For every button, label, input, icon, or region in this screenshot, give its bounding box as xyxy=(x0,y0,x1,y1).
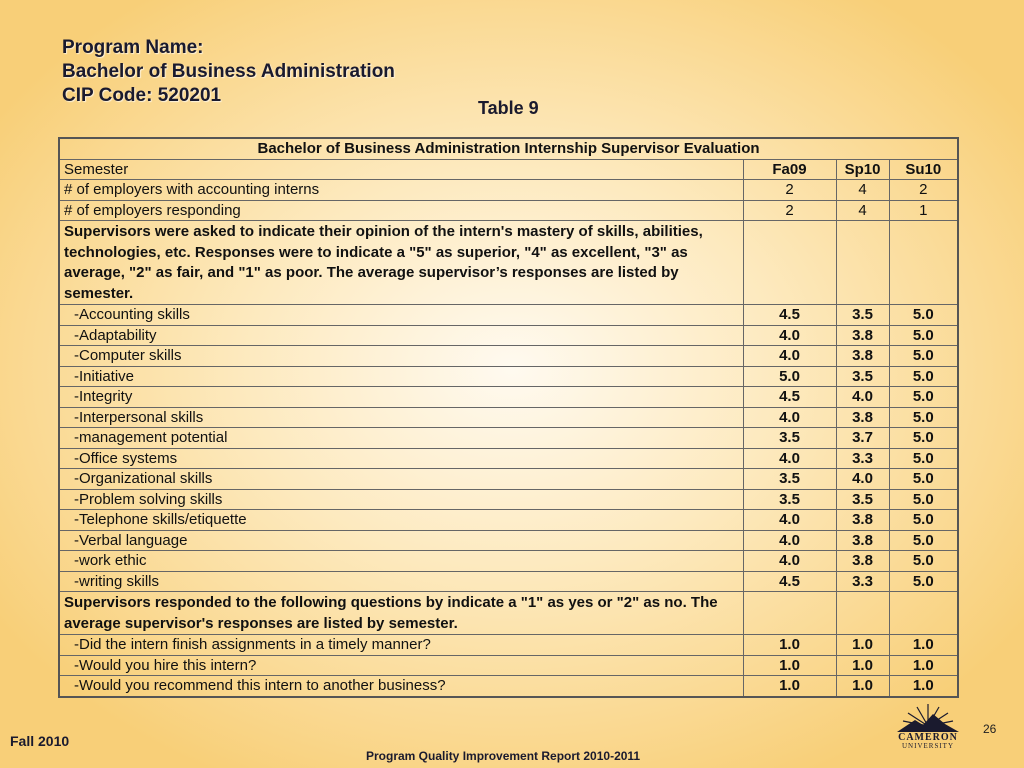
cell-value: 5.0 xyxy=(889,366,958,387)
cell-value: 1.0 xyxy=(836,655,889,676)
cell-value: 1.0 xyxy=(743,635,836,656)
row-label: -Organizational skills xyxy=(59,469,743,490)
table-row xyxy=(59,305,958,326)
cell-value: 1 xyxy=(889,200,958,221)
table-row xyxy=(59,635,958,656)
row-label: -Telephone skills/etiquette xyxy=(59,510,743,531)
cell-value: 4.0 xyxy=(836,469,889,490)
cell-value: 1.0 xyxy=(743,655,836,676)
row-label: -Adaptability xyxy=(59,325,743,346)
row-label: -Did the intern finish assignments in a timely manner? xyxy=(59,635,743,656)
cell-value: 4.0 xyxy=(743,448,836,469)
semester-label: Semester xyxy=(59,159,743,180)
cell-value: 5.0 xyxy=(889,325,958,346)
cell-value: 4 xyxy=(836,180,889,201)
row-label: # of employers responding xyxy=(59,200,743,221)
table-row xyxy=(59,448,958,469)
row-label: -work ethic xyxy=(59,551,743,572)
cell-value: 5.0 xyxy=(889,510,958,531)
cell-value: 5.0 xyxy=(889,489,958,510)
section1-instructions: Supervisors were asked to indicate their opinion of the intern's mastery of skills, abilities, technologies, etc. Responses were to indicate a "5" as superior, "4" as excellent, "3" as average, "2" as fair, and "1" as poor. The average supervisor’s responses are listed by semester. xyxy=(59,221,743,305)
table-row xyxy=(59,469,958,490)
cell-value: 3.8 xyxy=(836,407,889,428)
table-caption: Bachelor of Business Administration Internship Supervisor Evaluation xyxy=(59,138,958,159)
cell-value: 4.0 xyxy=(743,551,836,572)
row-label: -Office systems xyxy=(59,448,743,469)
table-row xyxy=(59,180,958,201)
empty-cell xyxy=(743,592,836,635)
row-label: -Would you hire this intern? xyxy=(59,655,743,676)
table-row xyxy=(59,407,958,428)
logo-subtitle: UNIVERSITY xyxy=(902,742,954,750)
table-row xyxy=(59,551,958,572)
footer-report-title: Program Quality Improvement Report 2010-2011 xyxy=(366,749,641,763)
program-label: Program Name: xyxy=(62,37,204,58)
cell-value: 3.3 xyxy=(836,448,889,469)
section2-instructions: Supervisors responded to the following questions by indicate a "1" as yes or "2" as no. The average supervisor's responses are listed by semester. xyxy=(59,592,743,635)
table-row xyxy=(59,489,958,510)
cell-value: 4.0 xyxy=(836,387,889,408)
table-row xyxy=(59,346,958,367)
cell-value: 3.8 xyxy=(836,510,889,531)
empty-cell xyxy=(836,221,889,305)
table-row xyxy=(59,428,958,449)
university-logo xyxy=(893,700,963,750)
cell-value: 5.0 xyxy=(889,387,958,408)
col-header-fa09: Fa09 xyxy=(743,159,836,180)
program-header xyxy=(62,36,395,108)
cell-value: 4.5 xyxy=(743,387,836,408)
cell-value: 4.0 xyxy=(743,346,836,367)
cell-value: 5.0 xyxy=(889,448,958,469)
cell-value: 4.5 xyxy=(743,571,836,592)
cell-value: 1.0 xyxy=(889,655,958,676)
cell-value: 4 xyxy=(836,200,889,221)
cell-value: 5.0 xyxy=(889,428,958,449)
section-header-row xyxy=(59,221,958,305)
cell-value: 3.8 xyxy=(836,325,889,346)
program-name: Bachelor of Business Administration xyxy=(62,61,395,82)
cell-value: 5.0 xyxy=(889,469,958,490)
table-row xyxy=(59,676,958,697)
table-row xyxy=(59,571,958,592)
cell-value: 5.0 xyxy=(889,571,958,592)
cell-value: 2 xyxy=(743,200,836,221)
cell-value: 5.0 xyxy=(889,551,958,572)
col-header-su10: Su10 xyxy=(889,159,958,180)
cell-value: 3.8 xyxy=(836,346,889,367)
cell-value: 3.7 xyxy=(836,428,889,449)
cell-value: 3.3 xyxy=(836,571,889,592)
evaluation-table xyxy=(58,137,959,698)
table-title: Table 9 xyxy=(478,98,539,118)
cell-value: 3.5 xyxy=(743,489,836,510)
table-caption-row xyxy=(59,138,958,159)
logo-name: CAMERON xyxy=(898,732,958,743)
cell-value: 2 xyxy=(889,180,958,201)
table-row xyxy=(59,530,958,551)
row-label: -Computer skills xyxy=(59,346,743,367)
page-number: 26 xyxy=(983,722,997,736)
empty-cell xyxy=(889,221,958,305)
cell-value: 3.5 xyxy=(743,469,836,490)
row-label: # of employers with accounting interns xyxy=(59,180,743,201)
empty-cell xyxy=(836,592,889,635)
table-row xyxy=(59,510,958,531)
footer-term: Fall 2010 xyxy=(10,733,70,749)
row-label: -Integrity xyxy=(59,387,743,408)
cell-value: 4.0 xyxy=(743,407,836,428)
table-row xyxy=(59,200,958,221)
cell-value: 5.0 xyxy=(889,530,958,551)
cell-value: 1.0 xyxy=(889,635,958,656)
cell-value: 2 xyxy=(743,180,836,201)
row-label: -management potential xyxy=(59,428,743,449)
cell-value: 5.0 xyxy=(889,407,958,428)
cell-value: 4.0 xyxy=(743,510,836,531)
cell-value: 4.0 xyxy=(743,325,836,346)
empty-cell xyxy=(743,221,836,305)
cell-value: 3.8 xyxy=(836,530,889,551)
row-label: -writing skills xyxy=(59,571,743,592)
cell-value: 3.8 xyxy=(836,551,889,572)
cell-value: 1.0 xyxy=(743,676,836,697)
cell-value: 3.5 xyxy=(836,489,889,510)
cell-value: 3.5 xyxy=(836,366,889,387)
table-row xyxy=(59,655,958,676)
row-label: -Accounting skills xyxy=(59,305,743,326)
cell-value: 5.0 xyxy=(889,346,958,367)
row-label: -Problem solving skills xyxy=(59,489,743,510)
table-row xyxy=(59,366,958,387)
table-row xyxy=(59,325,958,346)
cell-value: 4.0 xyxy=(743,530,836,551)
cell-value: 1.0 xyxy=(836,635,889,656)
sunburst-icon xyxy=(893,700,963,734)
cell-value: 3.5 xyxy=(743,428,836,449)
cell-value: 4.5 xyxy=(743,305,836,326)
cell-value: 1.0 xyxy=(836,676,889,697)
row-label: -Would you recommend this intern to another business? xyxy=(59,676,743,697)
section-header-row xyxy=(59,592,958,635)
row-label: -Verbal language xyxy=(59,530,743,551)
row-label: -Initiative xyxy=(59,366,743,387)
table-row xyxy=(59,387,958,408)
cip-code: CIP Code: 520201 xyxy=(62,85,222,106)
empty-cell xyxy=(889,592,958,635)
row-label: -Interpersonal skills xyxy=(59,407,743,428)
col-header-sp10: Sp10 xyxy=(836,159,889,180)
cell-value: 5.0 xyxy=(743,366,836,387)
cell-value: 3.5 xyxy=(836,305,889,326)
cell-value: 5.0 xyxy=(889,305,958,326)
semester-header-row xyxy=(59,159,958,180)
cell-value: 1.0 xyxy=(889,676,958,697)
